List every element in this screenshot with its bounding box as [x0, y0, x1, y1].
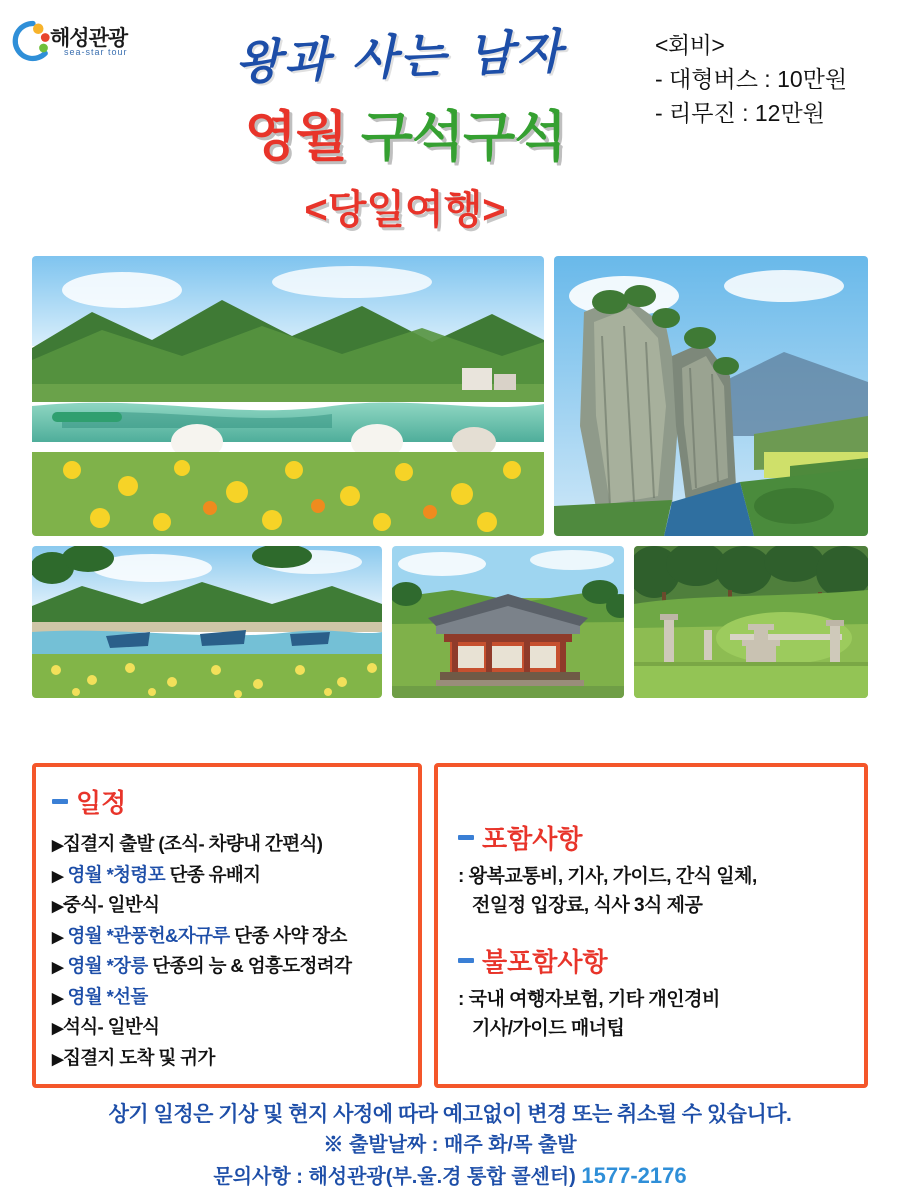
- page-subtitle: <당일여행>: [304, 188, 506, 232]
- page-title-theme: 구석구석: [360, 107, 566, 167]
- list-item: ▶ 영월 *청령포 단종 유배지: [52, 863, 261, 885]
- list-item: ▶집결지 출발 (조식- 차량내 간편식): [52, 833, 323, 854]
- itinerary-heading-label: 일정: [76, 788, 127, 818]
- logo-company-name: 해성관광: [50, 27, 128, 50]
- list-item: ▶집결지 도착 및 귀가: [52, 1046, 215, 1068]
- footer-phone-number[interactable]: 1577-2176: [581, 1163, 687, 1188]
- list-item: ▶ 영월 *장릉 단종의 능 & 엄흥도정려각: [52, 955, 352, 976]
- bullet-triangle-icon: ▶: [52, 928, 63, 946]
- bullet-triangle-icon: ▶: [52, 867, 63, 885]
- itinerary-box: [32, 763, 422, 1088]
- footer-contact-label: 문의사항 : 해성관광(부.울.경 통합 콜센터): [213, 1166, 582, 1188]
- photo-cheongryeongpo-river: [32, 546, 382, 698]
- bullet-triangle-icon: ▶: [52, 959, 63, 976]
- fee-title: <회비>: [655, 32, 725, 58]
- excluded-line-1: : 국내 여행자보험, 기타 개인경비: [458, 989, 720, 1010]
- logo-company-tagline: sea-star tour: [64, 47, 128, 57]
- included-line-1: : 왕복교통비, 기사, 가이드, 간식 일체,: [458, 866, 757, 887]
- fee-limousine-line: - 리무진 : 12만원: [655, 100, 825, 126]
- photo-gwanpungheon-hanok: [392, 546, 624, 698]
- page-title-region: 영월: [244, 107, 347, 167]
- bullet-triangle-icon: ▶: [52, 898, 63, 915]
- photo-seondol-rock: [554, 256, 868, 536]
- fee-box: [655, 28, 847, 130]
- itinerary-heading: [52, 783, 418, 820]
- excluded-body: [458, 985, 864, 1043]
- list-item: ▶ 영월 *관풍헌&자규루 단종 사약 장소: [52, 924, 347, 946]
- page-title: [170, 105, 640, 169]
- brush-calligraphy-title: 왕과 사는 남자: [234, 24, 566, 91]
- footer-notice: 상기 일정은 기상 및 현지 사정에 따라 예고없이 변경 또는 취소될 수 있습니다.: [108, 1103, 792, 1126]
- footer-departure: ※ 출발날짜 : 매주 화/목 출발: [323, 1134, 577, 1156]
- itinerary-list: [52, 830, 418, 1074]
- photo-dongang-river-field: [32, 256, 544, 536]
- included-line-2: 전일정 입장료, 식사 3식 제공: [472, 895, 703, 916]
- excluded-heading-label: 불포함사항: [482, 947, 608, 977]
- dash-icon: [458, 958, 474, 963]
- bullet-triangle-icon: ▶: [52, 1050, 63, 1068]
- photo-gallery: [0, 250, 900, 745]
- inclusions-box: [434, 763, 868, 1088]
- footer: [0, 1100, 900, 1193]
- bullet-triangle-icon: ▶: [52, 837, 63, 854]
- footer-contact: [0, 1160, 900, 1193]
- included-heading: [458, 819, 864, 856]
- dash-icon: [52, 799, 68, 804]
- bullet-triangle-icon: ▶: [52, 1020, 63, 1037]
- list-item: ▶ 영월 *선돌: [52, 985, 148, 1007]
- excluded-heading: [458, 942, 864, 979]
- excluded-line-2: 기사/가이드 매너팁: [472, 1018, 625, 1039]
- dash-icon: [458, 835, 474, 840]
- sea-star-logo-icon: [12, 20, 54, 62]
- included-heading-label: 포함사항: [482, 824, 583, 854]
- fee-bus-line: - 대형버스 : 10만원: [655, 66, 848, 92]
- list-item: ▶중식- 일반식: [52, 894, 160, 915]
- included-body: [458, 862, 864, 920]
- photo-jangneung-tomb: [634, 546, 868, 698]
- bullet-triangle-icon: ▶: [52, 989, 63, 1007]
- company-logo: [12, 14, 162, 72]
- list-item: ▶석식- 일반식: [52, 1016, 160, 1037]
